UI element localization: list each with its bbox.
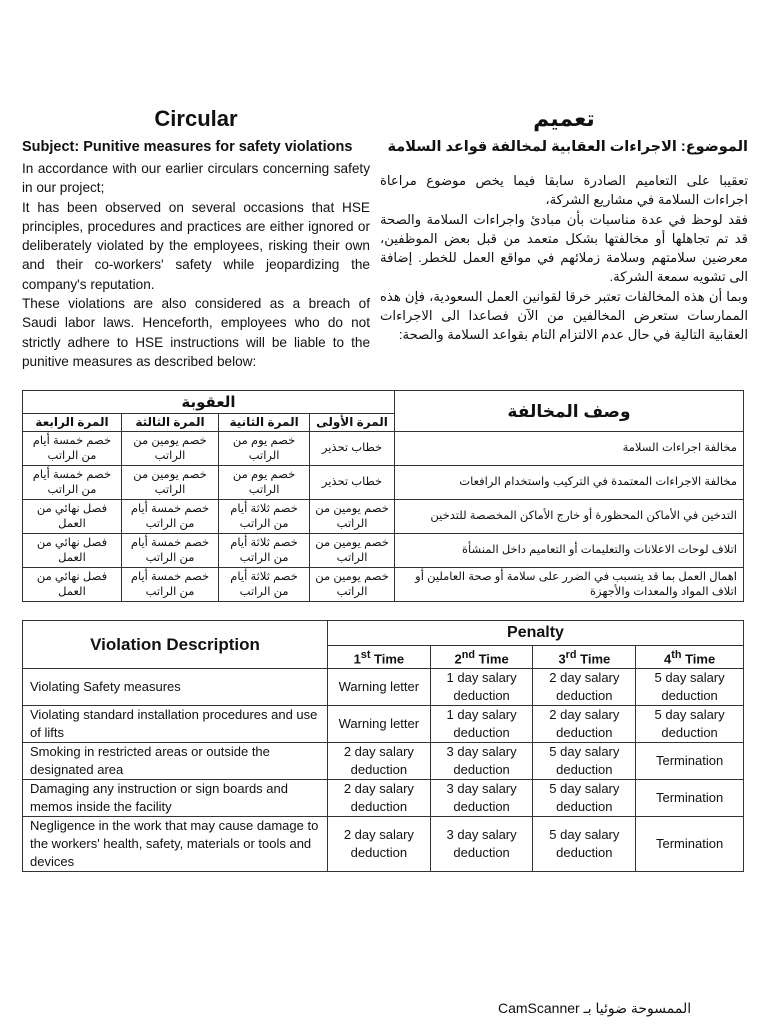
penalty-cell: 5 day salary deduction xyxy=(533,780,636,817)
penalty-cell: Termination xyxy=(636,743,744,780)
penalty-cell: خصم ثلاثة أيام من الراتب xyxy=(219,568,310,602)
penalty-cell: Warning letter xyxy=(328,669,431,706)
english-paragraph-2: It has been observed on several occasions that HSE principles, procedures and practices are either ignored or deliberately violated by the employees, risking their own and their co-workers' safety while jeopardizing the company's reputation. xyxy=(22,199,370,292)
penalty-cell: خصم يومين من الراتب xyxy=(121,466,218,500)
penalty-cell: خطاب تحذير xyxy=(310,466,395,500)
penalty-cell: خصم ثلاثة أيام من الراتب xyxy=(219,534,310,568)
table-row xyxy=(23,669,744,706)
penalty-cell: خصم خمسة أيام من الراتب xyxy=(23,432,122,466)
footer-arabic: الممسوحة ضوئيا بـ xyxy=(583,1000,692,1016)
violation-description: Negligence in the work that may cause damage to the workers' health, safety, materials or tools and devices xyxy=(23,817,328,872)
violation-description: مخالفة اجراءات السلامة xyxy=(395,432,744,466)
violation-description: Smoking in restricted areas or outside the designated area xyxy=(23,743,328,780)
penalty-cell: Termination xyxy=(636,780,744,817)
arabic-description-header: وصف المخالفة xyxy=(395,391,744,432)
penalty-cell: 3 day salary deduction xyxy=(430,743,533,780)
english-section xyxy=(22,106,370,371)
table-row xyxy=(23,568,744,602)
penalty-cell: 5 day salary deduction xyxy=(636,669,744,706)
table-row xyxy=(23,706,744,743)
penalty-cell: فصل نهائي من العمل xyxy=(23,568,122,602)
penalty-cell: خصم خمسة أيام من الراتب xyxy=(121,568,218,602)
penalty-cell: 3 day salary deduction xyxy=(430,780,533,817)
english-time-header: 4th Time xyxy=(636,646,744,669)
penalty-cell: خصم يوم من الراتب xyxy=(219,466,310,500)
english-paragraph-3: These violations are also considered as a breach of Saudi labor laws. Henceforth, employees who do not strictly adhere to HSE instructions will be liable to the punitive measures as described below: xyxy=(22,296,370,369)
table-row xyxy=(23,743,744,780)
penalty-cell: خصم يومين من الراتب xyxy=(310,500,395,534)
penalty-cell: 1 day salary deduction xyxy=(430,669,533,706)
footer-brand: CamScanner xyxy=(498,1000,580,1016)
table-row xyxy=(23,500,744,534)
english-time-header: 3rd Time xyxy=(533,646,636,669)
penalty-cell: خطاب تحذير xyxy=(310,432,395,466)
penalty-cell: 2 day salary deduction xyxy=(328,743,431,780)
penalty-cell: خصم يومين من الراتب xyxy=(310,568,395,602)
violation-description: Violating standard installation procedures and use of lifts xyxy=(23,706,328,743)
english-paragraph-1: In accordance with our earlier circulars concerning safety in our project; xyxy=(22,161,370,196)
penalty-cell: 2 day salary deduction xyxy=(328,780,431,817)
penalty-cell: 5 day salary deduction xyxy=(533,817,636,872)
penalty-cell: خصم خمسة أيام من الراتب xyxy=(121,500,218,534)
camscanner-footer xyxy=(498,1000,691,1017)
violation-description: اتلاف لوحات الاعلانات والتعليمات أو التعاميم داخل المنشأة xyxy=(395,534,744,568)
arabic-time-header: المرة الأولى xyxy=(310,414,395,432)
table-row xyxy=(23,817,744,872)
penalty-cell: 1 day salary deduction xyxy=(430,706,533,743)
penalty-cell: 2 day salary deduction xyxy=(533,706,636,743)
penalty-cell: خصم خمسة أيام من الراتب xyxy=(23,466,122,500)
violation-description: اهمال العمل بما قد يتسبب في الضرر على سلامة أو صحة العاملين أو اتلاف المواد والمعدات والأجهزة xyxy=(395,568,744,602)
penalty-cell: 3 day salary deduction xyxy=(430,817,533,872)
penalty-cell: خصم ثلاثة أيام من الراتب xyxy=(219,500,310,534)
penalty-cell: 2 day salary deduction xyxy=(533,669,636,706)
penalty-cell: خصم يومين من الراتب xyxy=(310,534,395,568)
arabic-subject: الموضوع: الاجراءات العقابية لمخالفة قواعد السلامة xyxy=(387,139,748,155)
penalty-cell: 5 day salary deduction xyxy=(533,743,636,780)
table-row xyxy=(23,534,744,568)
arabic-time-header: المرة الرابعة xyxy=(23,414,122,432)
penalty-cell: Termination xyxy=(636,817,744,872)
violation-description: Damaging any instruction or sign boards and memos inside the facility xyxy=(23,780,328,817)
table-row xyxy=(23,780,744,817)
table-row xyxy=(23,432,744,466)
penalty-cell: خصم يوم من الراتب xyxy=(219,432,310,466)
english-title: Circular xyxy=(154,106,238,131)
english-penalty-table xyxy=(22,620,744,872)
penalty-cell: خصم يومين من الراتب xyxy=(121,432,218,466)
penalty-cell: Warning letter xyxy=(328,706,431,743)
penalty-cell: فصل نهائي من العمل xyxy=(23,534,122,568)
penalty-cell: خصم خمسة أيام من الراتب xyxy=(121,534,218,568)
arabic-penalty-header: العقوبة xyxy=(23,391,395,414)
english-time-header: 1st Time xyxy=(328,646,431,669)
arabic-time-header: المرة الثانية xyxy=(219,414,310,432)
english-time-header: 2nd Time xyxy=(430,646,533,669)
arabic-time-header: المرة الثالثة xyxy=(121,414,218,432)
arabic-paragraph-1: تعقيبا على التعاميم الصادرة سابقا فيما يخص موضوع مراعاة اجراءات السلامة في مشاريع الشركة، xyxy=(380,173,748,208)
arabic-paragraph-2: فقد لوحظ في عدة مناسبات بأن مبادئ واجراءات السلامة والصحة قد تم تجاهلها أو مخالفتها بشكل متعمد من قبل بعض الموظفين، معرضين سلامتهم وسلامة زملائهم في مواقع العمل للخطر. إضافة الى تشويه سمعة الشركة. xyxy=(380,211,748,285)
arabic-paragraph-3: وبما أن هذه المخالفات تعتبر خرقا لقوانين العمل السعودية، فإن هذه الممارسات ستعرض المخالفين من الآن فصاعدا الى الاجراءات العقابية التالية في حال عدم الالتزام التام بقواعد السلامة والصحة: xyxy=(380,288,748,343)
penalty-cell: فصل نهائي من العمل xyxy=(23,500,122,534)
english-penalty-header: Penalty xyxy=(328,621,744,646)
violation-description: التدخين في الأماكن المحظورة أو خارج الأماكن المخصصة للتدخين xyxy=(395,500,744,534)
penalty-cell: 2 day salary deduction xyxy=(328,817,431,872)
table-row xyxy=(23,466,744,500)
violation-description: Violating Safety measures xyxy=(23,669,328,706)
penalty-cell: 5 day salary deduction xyxy=(636,706,744,743)
violation-description: مخالفة الاجراءات المعتمدة في التركيب واستخدام الرافعات xyxy=(395,466,744,500)
english-description-header: Violation Description xyxy=(23,621,328,669)
arabic-section xyxy=(380,106,748,345)
english-subject: Subject: Punitive measures for safety violations xyxy=(22,139,353,155)
arabic-penalty-table xyxy=(22,390,744,602)
arabic-title: تعميم xyxy=(533,106,595,131)
